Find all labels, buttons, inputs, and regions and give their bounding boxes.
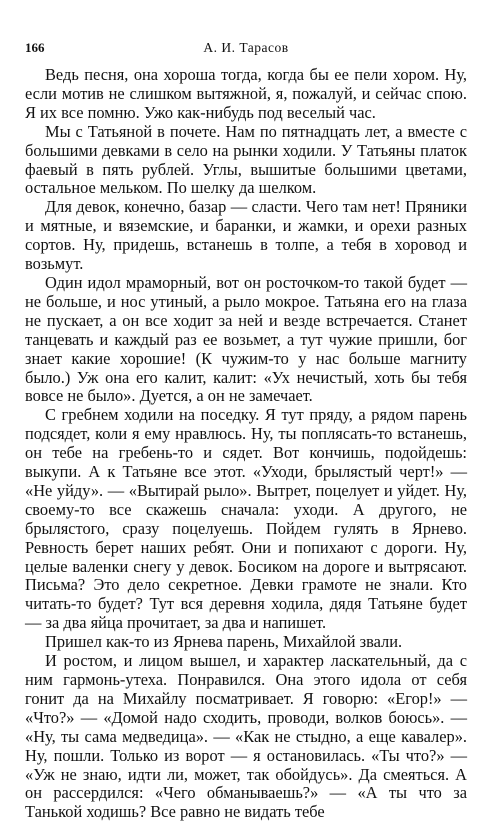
running-title: А. И. Тарасов <box>203 40 289 55</box>
body-text <box>25 66 467 822</box>
paragraph: Пришел как-то из Ярнева парень, Михайлой звали. <box>45 632 403 652</box>
paragraph: Для девок, конечно, базар — сласти. Чего там нет! Пряники и мятные, и вяземские, и баранки, и жамки, и орехи разных сортов. Ну, придешь, встанешь в толпе, а тебя в хоровод и возьмут. <box>25 197 467 274</box>
page-header <box>25 40 467 58</box>
paragraph: Один идол мраморный, вот он росточком-то такой будет — не больше, и нос утиный, а рыло мокрое. Татьяна его на глаза не пускает, а он все ходит за ней и везде встречается. Станет танцевать и каждый раз ее возьмет, а тут чужие пришли, бог знает какие хорошие! (К чужим-то у нас больше магниту было.) Уж она его калит, калит: «Ух нечистый, хоть бы тебя вовсе не было». Дуется, а он не замечает. <box>25 272 467 406</box>
paragraph: Ведь песня, она хороша тогда, когда бы ее пели хором. Ну, если мотив не слишком вытяжной, я, пожалуй, и сейчас спою. Я их все помню. Ужо как-нибудь под веселый час. <box>25 65 467 122</box>
paragraph: Мы с Татьяной в почете. Нам по пятнадцать лет, а вместе с большими девками в село на рынки ходили. У Татьяны платок фаевый в пять рублей. Углы, вышитые большими цветами, остальное мельком. По шелку да шелком. <box>25 121 467 198</box>
paragraph: С гребнем ходили на поседку. Я тут пряду, а рядом парень подсядет, коли я ему нравлюсь. Ну, ты поплясать-то встанешь, он тебе на гребень-то и сядет. Вот кончишь, подойдешь: выкупи. А к Татьяне все этот. «Уходи, брылястый черт!» — «Не уйду». — «Вытирай рыло». Вытрет, поцелует и уйдет. Ну, своему-то все скажешь сначала: уходи. А другого, не брылястого, сразу поцелуешь. Пойдем гулять в Ярнево. Ревность берет наших ребят. Они и попихают с дороги. Ну, целые валенки снегу у девок. Босиком на дороге и вытрясают. Письма? Это дело секретное. Девки грамоте не знали. Кто читать-то будет? Тут вся деревня ходила, дядя Татьяне будет — за два яйца прочитает, за два и напишет. <box>25 405 467 633</box>
paragraph: И ростом, и лицом вышел, и характер ласкательный, да с ним гармонь-утеха. Понравился. Она этого идола от себя гонит да на Михайлу посматривает. Я говорю: «Егор!» — «Что?» — «Домой надо сходить, проводи, волков боюсь». — «Ну, ты сама медведица». — «Как не стыдно, а еще кавалер». Ну, пошли. Только из ворот — я остановилась. «Ты что?» — «Уж не знаю, идти ли, может, так обойдусь». Да смеяться. А он рассердился: «Чего обманываешь?» — «А ты что за Танькой ходишь? Все равно не видать тебе <box>25 651 467 822</box>
page-number: 166 <box>25 40 45 55</box>
